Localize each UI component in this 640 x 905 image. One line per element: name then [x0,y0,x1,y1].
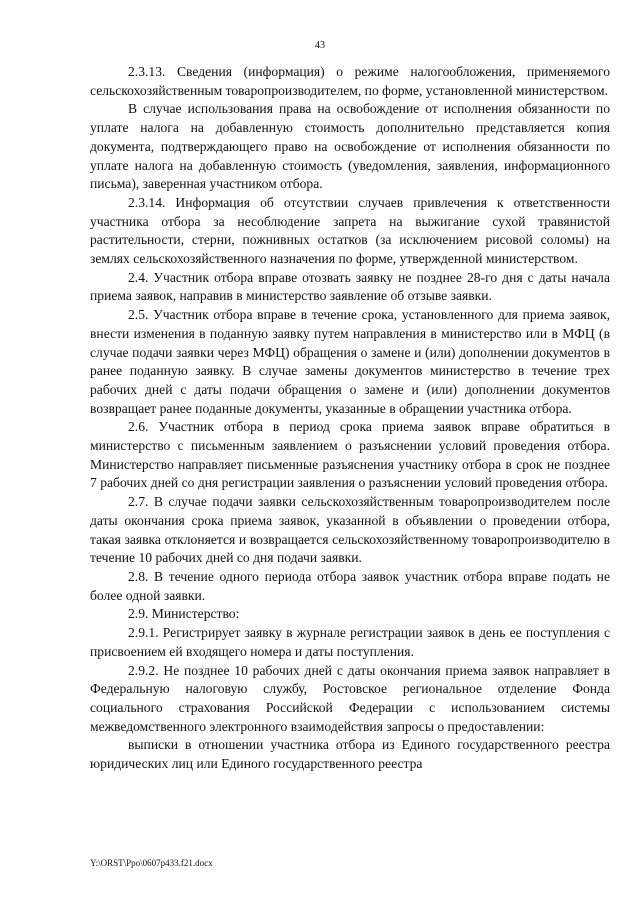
paragraph-2-3-13: 2.3.13. Сведения (информация) о режиме налогообложения, применяемого сельскохозяйственным товаропроизводителем, по форме, установленной министерством. [90,64,610,98]
paragraph-2-4: 2.4. Участник отбора вправе отозвать заявку не позднее 28-го дня с даты начала приема заявок, направив в министерство заявление об отзыве заявки. [90,269,610,304]
paragraph-2-9-1: 2.9.1. Регистрирует заявку в журнале регистрации заявок в день ее поступления с присвоением ей входящего номера и даты поступления. [90,625,610,659]
paragraph-2-5: 2.5. Участник отбора вправе в течение срока, установленного для приема заявок, внести изменения в поданную заявку путем направления в министерство или в МФЦ (в случае подачи заявки через МФЦ) обращения о замене и (или) дополнении документов в ранее поданную заявку. В случае замены документов министерство в течение трех рабочих дней с даты подачи обращения о замене и (или) дополнении документов возвращает ранее поданные документы, указанные в обращении участника отбора. [90,307,610,416]
paragraph-2-9: 2.9. Министерство: [128,606,240,622]
paragraph-vat-exemption: В случае использования права на освобождение от исполнения обязанности по уплате налога на добавленную стоимость дополнительно представляется копия документа, подтверждающего право на освобождение от исполнения обязанности по уплате налога на добавленную стоимость (уведомления, заявления, информационного письма), заверенная участником отбора. [90,101,610,192]
paragraph-2-9-2: 2.9.2. Не позднее 10 рабочих дней с даты окончания приема заявок направляет в Федеральную налоговую службу, Ростовское региональное отделение Фонда социального страхования Российской Федерации с использованием системы межведомственного электронного взаимодействия запросы о предоставлении: [90,662,610,734]
paragraph-extract-request: выписки в отношении участника отбора из Единого государственного реестра юридических лиц или Единого государственного реестра [90,737,610,772]
page-number: 43 [315,40,325,51]
paragraph-2-7: 2.7. В случае подачи заявки сельскохозяйственным товаропроизводителем после даты окончания срока приема заявок, указанной в объявлении о проведении отбора, такая заявка отклоняется и возвращается сельскохозяйственному товаропроизводителю в течение 10 рабочих дней со дня подачи заявки. [90,494,610,566]
paragraph-2-3-14: 2.3.14. Информация об отсутствии случаев привлечения к ответственности участника отбора за несоблюдение запрета на выжигание сухой травянистой растительности, стерни, пожнивных остатков (за исключением рисовой соломы) на землях сельскохозяйственного назначения по форме, утвержденной министерством. [90,194,610,267]
paragraph-2-8: 2.8. В течение одного периода отбора заявок участник отбора вправе подать не более одной заявки. [90,568,610,603]
paragraph-2-6: 2.6. Участник отбора в период срока приема заявок вправе обратиться в министерство с письменным заявлением о разъяснении условий проведения отбора. Министерство направляет письменные разъяснения участнику отбора в срок не позднее 7 рабочих дней со дня регистрации заявления о разъяснении условий проведения отбора. [90,419,610,491]
footer-file-path: Y:\ORST\Ppo\0607p433.f21.docx [90,858,213,868]
document-body [90,63,610,774]
